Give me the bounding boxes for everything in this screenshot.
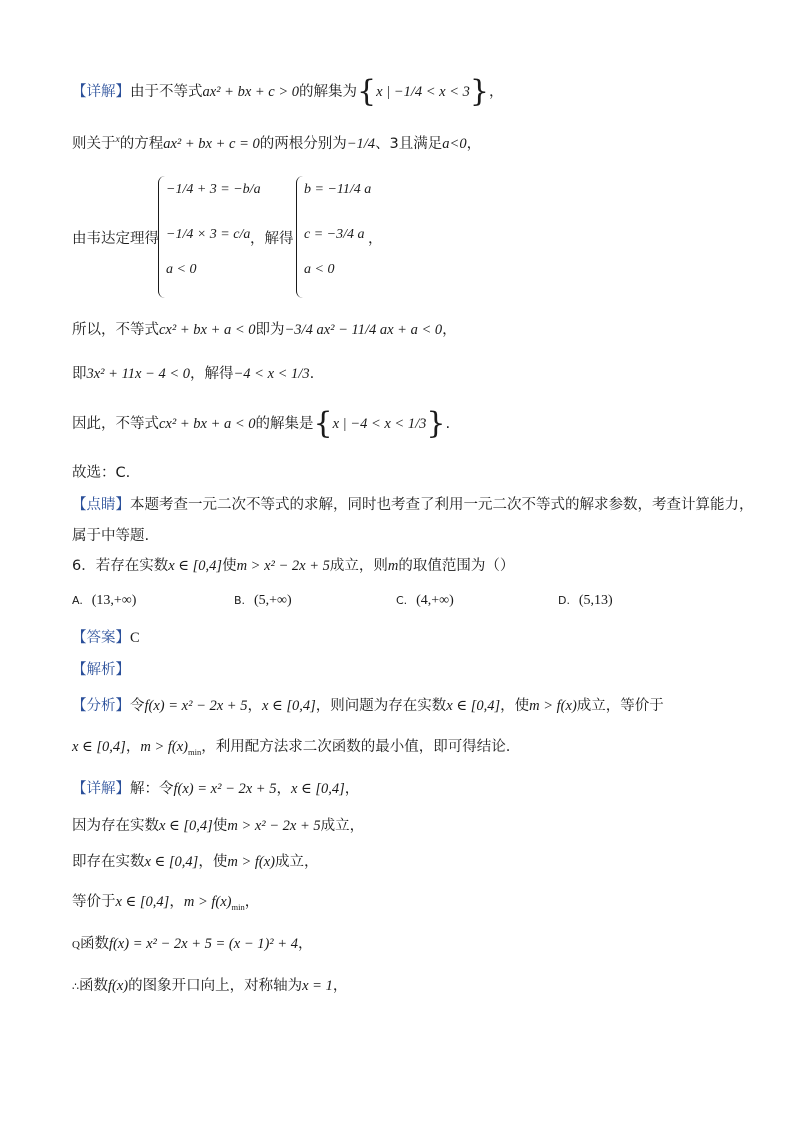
text: . bbox=[309, 366, 315, 382]
question-6 bbox=[72, 556, 514, 576]
system-row: a < 0 bbox=[166, 262, 197, 277]
subscript: min bbox=[187, 747, 202, 757]
text: ， bbox=[276, 781, 291, 797]
text: 成立，等价于 bbox=[576, 698, 664, 714]
detail-tag: 【详解】 bbox=[72, 781, 130, 797]
domain-expr: x ∈ [0,4] bbox=[290, 781, 345, 797]
text: ， bbox=[368, 231, 383, 247]
text: 使 bbox=[212, 818, 228, 834]
inequality: m > f(x) bbox=[529, 698, 577, 714]
inequality: cx² + bx + a < 0 bbox=[159, 416, 256, 432]
text: 令 bbox=[130, 698, 145, 714]
text: 函数 bbox=[79, 936, 109, 952]
fenxi-line-2 bbox=[72, 737, 510, 757]
domain-expr: x ∈ [0,4] bbox=[144, 854, 199, 870]
condition: a<0 bbox=[442, 136, 467, 152]
inequality: m > f(x) bbox=[140, 739, 188, 755]
text: 解：令 bbox=[130, 781, 174, 797]
option-label: B. bbox=[234, 594, 246, 607]
text: 的图象开口向上，对称轴为 bbox=[128, 978, 303, 994]
inequality: ax² + bx + c > 0 bbox=[202, 84, 300, 100]
root-value: −1/4 bbox=[346, 136, 376, 152]
text: ， bbox=[247, 698, 262, 714]
remark-line-1 bbox=[72, 495, 754, 515]
choice-line: 故选：C. bbox=[72, 465, 131, 481]
system-row: b = −11/4 a bbox=[304, 182, 372, 197]
text: 成立， bbox=[320, 818, 365, 834]
fenxi-line-1 bbox=[72, 696, 664, 716]
system-row: c = −3/4 a bbox=[304, 227, 365, 242]
detail2-line-2 bbox=[72, 816, 364, 836]
system-row: −1/4 × 3 = c/a bbox=[166, 227, 251, 242]
text: ， bbox=[169, 894, 184, 910]
text: 所以，不等式 bbox=[72, 322, 159, 338]
function-def: f(x) = x² − 2x + 5 bbox=[173, 781, 277, 797]
equation: ax² + bx + c = 0 bbox=[163, 136, 260, 152]
analysis-tag: 【解析】 bbox=[72, 662, 130, 678]
detail2-line-5 bbox=[72, 934, 312, 955]
option-label: C. bbox=[396, 594, 408, 607]
option-value: (5,+∞) bbox=[253, 593, 292, 608]
text: 的解集为 bbox=[299, 84, 358, 100]
system-brace-1 bbox=[158, 176, 165, 298]
domain-expr: x ∈ [0,4] bbox=[261, 698, 316, 714]
detail-line-3b bbox=[250, 229, 294, 249]
system-row: a < 0 bbox=[304, 262, 335, 277]
detail-line-2 bbox=[72, 134, 481, 154]
answer-tag: 【答案】 bbox=[72, 630, 130, 646]
analysis-line bbox=[72, 660, 130, 680]
system-brace-2 bbox=[296, 176, 303, 298]
option-d bbox=[558, 592, 613, 609]
domain-expr: x ∈ [0,4] bbox=[446, 698, 501, 714]
text: ，则问题为存在实数 bbox=[315, 698, 447, 714]
detail2-line-4 bbox=[72, 892, 259, 912]
brace: } bbox=[469, 74, 489, 109]
variable: m bbox=[387, 558, 399, 574]
text: ， bbox=[466, 136, 482, 152]
option-value: (5,13) bbox=[578, 593, 613, 608]
detail2-line-6 bbox=[72, 976, 347, 997]
solution: −4 < x < 1/3 bbox=[233, 366, 310, 382]
text: ， bbox=[297, 936, 313, 952]
inequality: m > f(x) bbox=[183, 894, 232, 910]
text: ， bbox=[488, 84, 504, 100]
text: ，解得 bbox=[250, 231, 294, 247]
brace: { bbox=[357, 74, 377, 109]
text: 6．若存在实数 bbox=[72, 558, 169, 574]
text: ，使 bbox=[198, 854, 228, 870]
text: 即为 bbox=[255, 322, 285, 338]
text: ，利用配方法求二次函数的最小值，即可得结论. bbox=[201, 739, 511, 755]
text: 、3且满足 bbox=[375, 136, 443, 152]
detail-tag: 【详解】 bbox=[72, 84, 130, 100]
detail-line-3 bbox=[72, 229, 159, 249]
text: 由韦达定理得 bbox=[72, 231, 159, 247]
function-def: f(x) = x² − 2x + 5 bbox=[144, 698, 248, 714]
detail-line-1 bbox=[72, 74, 504, 109]
text: 即存在实数 bbox=[72, 854, 145, 870]
text: . bbox=[445, 416, 451, 432]
inequality: 3x² + 11x − 4 < 0 bbox=[86, 366, 190, 382]
expression: −3/4 ax² − 11/4 ax + a < 0 bbox=[284, 322, 443, 338]
text: 则关于 bbox=[72, 136, 116, 152]
text: 的解集是 bbox=[255, 416, 314, 432]
text: 的两根分别为 bbox=[259, 136, 347, 152]
condition: x ∈ [0,4] bbox=[168, 558, 223, 574]
detail-line-6 bbox=[72, 406, 451, 441]
domain-expr: x ∈ [0,4] bbox=[159, 818, 213, 834]
text: 由于不等式 bbox=[130, 84, 203, 100]
text: 本题考查一元二次不等式的求解，同时也考查了利用一元二次不等式的解求参数，考查计算能力， bbox=[130, 497, 754, 513]
because-symbol: Q bbox=[72, 939, 80, 951]
domain-expr: x ∈ [0,4] bbox=[72, 739, 126, 755]
text: ，解得 bbox=[190, 366, 234, 382]
detail-line-3c bbox=[368, 229, 383, 249]
text: 等价于 bbox=[72, 894, 116, 910]
text: ， bbox=[244, 894, 260, 910]
text: 成立， bbox=[274, 854, 319, 870]
detail-line-5 bbox=[72, 364, 314, 384]
option-b bbox=[234, 592, 292, 609]
text: 使 bbox=[222, 558, 237, 574]
function-ref: f(x) bbox=[108, 978, 129, 994]
text: 的取值范围为（） bbox=[398, 558, 515, 574]
text: 函数 bbox=[79, 978, 108, 994]
text: ， bbox=[125, 739, 141, 755]
solution-set: x | −1/4 < x < 3 bbox=[376, 84, 470, 100]
inequality: m > x² − 2x + 5 bbox=[236, 558, 330, 574]
text: 因为存在实数 bbox=[72, 818, 159, 834]
remark-tag: 【点睛】 bbox=[72, 497, 130, 513]
text: ， bbox=[442, 322, 457, 338]
detail2-line-1 bbox=[72, 779, 359, 799]
fenxi-tag: 【分析】 bbox=[72, 698, 130, 714]
option-label: D. bbox=[558, 594, 570, 607]
therefore-symbol: ∴ bbox=[72, 981, 79, 993]
text: 因此，不等式 bbox=[72, 416, 159, 432]
function-def: f(x) = x² − 2x + 5 = (x − 1)² + 4 bbox=[108, 936, 298, 952]
inequality: cx² + bx + a < 0 bbox=[159, 322, 256, 338]
option-value: (4,+∞) bbox=[416, 593, 454, 608]
brace: { bbox=[313, 406, 333, 441]
domain-expr: x ∈ [0,4] bbox=[115, 894, 170, 910]
inequality: m > x² − 2x + 5 bbox=[227, 818, 321, 834]
answer-value: C bbox=[130, 630, 140, 646]
solution-set: x | −4 < x < 1/3 bbox=[332, 416, 427, 432]
axis-expr: x = 1 bbox=[302, 978, 333, 994]
variable: x bbox=[115, 135, 120, 145]
inequality: m > f(x) bbox=[227, 854, 275, 870]
option-c bbox=[396, 592, 454, 609]
text: 即 bbox=[72, 366, 87, 382]
text: 的方程 bbox=[119, 136, 164, 152]
option-label: A. bbox=[72, 594, 83, 607]
text: ， bbox=[332, 978, 348, 994]
option-a bbox=[72, 592, 136, 609]
subscript: min bbox=[231, 902, 245, 912]
system-row: −1/4 + 3 = −b/a bbox=[166, 182, 261, 197]
option-value: (13,+∞) bbox=[91, 593, 137, 608]
text: ， bbox=[344, 781, 360, 797]
detail-line-4 bbox=[72, 320, 457, 340]
text: ，使 bbox=[500, 698, 530, 714]
answer-line bbox=[72, 628, 140, 648]
remark-line-2: 属于中等题. bbox=[72, 528, 150, 544]
brace: } bbox=[426, 406, 446, 441]
detail2-line-3 bbox=[72, 852, 318, 872]
text: 成立，则 bbox=[329, 558, 388, 574]
